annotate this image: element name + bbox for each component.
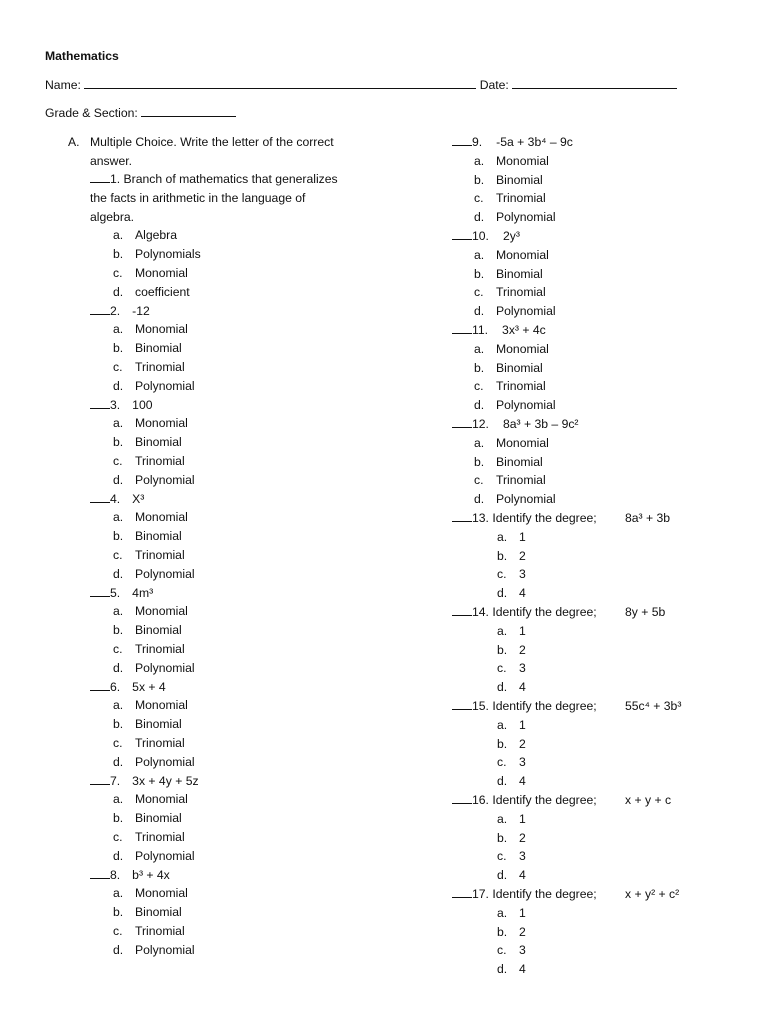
option-text: Algebra [135, 228, 178, 243]
option-text: coefficient [135, 284, 190, 299]
option-text: Trinomial [496, 285, 546, 300]
option-b [497, 923, 526, 942]
option-letter: d. [474, 210, 485, 225]
question-prompt: Identify the degree; [488, 793, 597, 807]
option-text: 4 [519, 586, 526, 601]
option-d [113, 847, 195, 866]
option-c [113, 452, 185, 471]
question-1-text-line-3: algebra. [90, 209, 135, 224]
answer-blank[interactable] [452, 133, 472, 146]
question-number: 10. [472, 229, 489, 243]
question-prompt: Identify the degree; [488, 511, 597, 525]
question-15-row [452, 697, 682, 716]
option-text: Monomial [135, 604, 188, 619]
option-text: 2 [519, 830, 526, 845]
answer-blank[interactable] [90, 866, 110, 879]
option-b [497, 829, 526, 848]
option-text: 2 [519, 924, 526, 939]
option-text: Monomial [135, 322, 188, 337]
answer-blank[interactable] [452, 885, 472, 898]
question-number: 8. [110, 867, 121, 882]
option-text: Trinomial [135, 642, 185, 656]
question-number: 12. [472, 417, 489, 431]
question-1-text-line-1: 1. Branch of mathematics that generalizes [110, 172, 338, 186]
option-letter: d. [113, 284, 124, 299]
option-letter: d. [113, 378, 124, 393]
answer-blank[interactable] [90, 302, 110, 315]
option-text: Monomial [135, 416, 188, 431]
answer-blank[interactable] [452, 697, 472, 710]
option-letter: b. [113, 623, 124, 638]
option-letter: c. [474, 191, 484, 206]
option-text: Trinomial [496, 473, 546, 488]
question-expression: 8a³ + 3b [625, 511, 671, 525]
option-a [474, 246, 549, 265]
option-letter: a. [113, 228, 124, 243]
option-letter: d. [497, 774, 508, 789]
option-c [113, 640, 185, 659]
option-letter: d. [113, 660, 124, 675]
option-c [113, 546, 185, 565]
option-letter: d. [474, 304, 485, 319]
option-letter: a. [113, 698, 124, 713]
question-number: 15. [472, 699, 489, 713]
option-c [497, 565, 526, 584]
option-letter: d. [497, 586, 508, 601]
option-a [113, 508, 188, 527]
option-d [497, 960, 526, 979]
option-c [113, 358, 185, 377]
option-b [497, 547, 526, 566]
question-number: 17. [472, 887, 489, 901]
option-text: Monomial [135, 510, 188, 525]
option-text: Binomial [496, 360, 543, 375]
option-a [474, 340, 549, 359]
option-b [497, 641, 526, 660]
option-letter: b. [474, 266, 485, 281]
question-10-row [452, 227, 520, 246]
option-letter: b. [113, 905, 124, 920]
option-letter: d. [113, 942, 124, 957]
option-letter: a. [113, 510, 124, 525]
option-text: Polynomial [135, 660, 195, 675]
option-a [113, 320, 188, 339]
option-letter: c. [474, 379, 484, 394]
option-letter: c. [113, 924, 123, 938]
option-letter: d. [497, 868, 508, 883]
question-5-row [90, 584, 153, 603]
question-line [90, 189, 305, 208]
option-text: Trinomial [496, 191, 546, 206]
question-16-row [452, 791, 672, 810]
option-text: 4 [519, 680, 526, 695]
question-3-row [90, 396, 153, 415]
option-text: Monomial [496, 247, 549, 262]
option-d [497, 678, 526, 697]
option-c [474, 189, 546, 208]
question-2-row [90, 302, 150, 321]
option-text: Binomial [496, 454, 543, 469]
answer-blank[interactable] [452, 415, 472, 428]
option-b [113, 621, 182, 640]
option-c [497, 753, 526, 772]
option-letter: a. [113, 886, 124, 901]
option-d [113, 471, 195, 490]
option-text: Polynomial [496, 210, 556, 225]
question-7-row [90, 772, 199, 791]
option-b [497, 735, 526, 754]
option-letter: a. [497, 623, 508, 638]
option-d [497, 772, 526, 791]
answer-blank[interactable] [90, 678, 110, 691]
option-letter: b. [497, 924, 508, 939]
option-text: Binomial [135, 905, 182, 920]
option-letter: b. [474, 360, 485, 375]
page-title: Mathematics [45, 49, 119, 63]
question-prompt: Identify the degree; [488, 605, 597, 619]
grade-field[interactable] [141, 104, 236, 117]
answer-blank[interactable] [90, 170, 110, 183]
option-d [113, 753, 195, 772]
question-number: 3. [110, 397, 121, 412]
option-letter: b. [113, 341, 124, 356]
option-letter: a. [113, 416, 124, 431]
question-expression: b³ + 4x [132, 867, 170, 882]
option-text: Polynomial [135, 848, 195, 863]
option-c [497, 847, 526, 866]
question-number: 7. [110, 773, 121, 788]
option-c [474, 377, 546, 396]
option-b [113, 245, 201, 264]
option-a [474, 434, 549, 453]
question-expression: 5x + 4 [132, 679, 166, 694]
option-c [497, 941, 526, 960]
question-number: 16. [472, 793, 489, 807]
question-expression: x + y² + c² [625, 887, 680, 901]
question-14-row [452, 603, 666, 622]
question-13-row [452, 509, 671, 528]
option-text: Polynomial [135, 378, 195, 393]
option-text: Trinomial [135, 548, 185, 562]
option-letter: a. [113, 604, 124, 619]
option-text: Binomial [135, 435, 182, 450]
question-expression: 4m³ [132, 585, 154, 600]
answer-blank[interactable] [452, 791, 472, 804]
option-text: Trinomial [135, 736, 185, 750]
option-text: Trinomial [135, 454, 185, 468]
option-text: 1 [519, 717, 526, 732]
option-letter: c. [497, 661, 507, 676]
option-letter: c. [113, 830, 123, 844]
option-letter: a. [497, 811, 508, 826]
option-letter: a. [497, 529, 508, 544]
option-letter: c. [113, 360, 123, 374]
question-expression: 55c⁴ + 3b³ [625, 699, 682, 713]
date-field[interactable] [512, 76, 677, 89]
option-text: Binomial [135, 811, 182, 826]
option-c [113, 922, 185, 941]
option-b [113, 809, 182, 828]
option-a [113, 226, 177, 245]
question-9-row [452, 133, 573, 152]
option-text: 1 [519, 811, 526, 826]
option-text: 3 [519, 567, 526, 582]
question-expression: 100 [132, 397, 153, 412]
option-letter: a. [474, 435, 485, 450]
option-text: Polynomial [135, 472, 195, 487]
instruction-line-2: answer. [90, 153, 133, 168]
question-expression: x + y + c [625, 793, 672, 807]
question-number: 11. [472, 323, 489, 337]
option-text: Binomial [135, 717, 182, 732]
option-d [474, 208, 556, 227]
option-letter: c. [474, 473, 484, 488]
question-1-text-line-2: the facts in arithmetic in the language of [90, 190, 306, 205]
option-d [474, 490, 556, 509]
option-letter: d. [113, 754, 124, 769]
option-a [113, 884, 188, 903]
option-text: Monomial [135, 886, 188, 901]
option-d [497, 866, 526, 885]
option-letter: b. [474, 172, 485, 187]
option-letter: d. [113, 848, 124, 863]
option-letter: b. [113, 435, 124, 450]
option-b [474, 171, 543, 190]
option-text: Monomial [135, 792, 188, 807]
option-text: 1 [519, 623, 526, 638]
name-field[interactable] [84, 76, 476, 89]
option-text: 2 [519, 642, 526, 657]
answer-blank[interactable] [452, 509, 472, 522]
option-letter: a. [474, 153, 485, 168]
option-a [113, 602, 188, 621]
option-letter: d. [497, 962, 508, 977]
question-line [90, 208, 134, 227]
question-prompt: Identify the degree; [488, 699, 597, 713]
option-a [474, 152, 549, 171]
option-letter: d. [497, 680, 508, 695]
option-d [113, 283, 190, 302]
grade-row [45, 104, 236, 122]
option-text: Polynomial [135, 754, 195, 769]
question-number: 14. [472, 605, 489, 619]
option-text: Binomial [135, 529, 182, 544]
answer-blank[interactable] [90, 772, 110, 785]
question-number: 9. [472, 135, 483, 149]
question-expression: -12 [132, 303, 150, 318]
option-text: 3 [519, 755, 526, 770]
option-letter: d. [113, 472, 124, 487]
option-text: 1 [519, 529, 526, 544]
option-text: Binomial [135, 623, 182, 638]
option-letter: c. [113, 642, 123, 656]
question-1-row [90, 170, 338, 189]
grade-label: Grade & Section: [45, 106, 138, 120]
option-d [474, 396, 556, 415]
question-expression: 8a³ + 3b – 9c² [502, 417, 579, 431]
option-letter: a. [497, 905, 508, 920]
option-letter: c. [113, 548, 123, 562]
question-17-row [452, 885, 680, 904]
option-text: Polynomial [496, 398, 556, 413]
option-letter: c. [497, 943, 507, 958]
option-text: Trinomial [496, 379, 546, 394]
question-expression: 3x³ + 4c [502, 323, 546, 337]
option-letter: c. [113, 736, 123, 750]
question-number: 5. [110, 585, 121, 600]
question-prompt: Identify the degree; [488, 887, 597, 901]
option-d [113, 377, 195, 396]
option-text: 2 [519, 548, 526, 563]
option-letter: c. [497, 567, 507, 582]
option-text: Polynomials [135, 247, 201, 262]
option-text: 2 [519, 736, 526, 751]
option-text: 3 [519, 661, 526, 676]
option-c [474, 283, 546, 302]
option-letter: c. [497, 849, 507, 864]
question-expression: -5a + 3b⁴ – 9c [496, 135, 573, 149]
option-a [497, 716, 526, 735]
option-text: 3 [519, 943, 526, 958]
option-b [113, 715, 182, 734]
option-text: Monomial [135, 698, 188, 713]
option-b [113, 339, 182, 358]
option-d [474, 302, 556, 321]
instruction-line-1: Multiple Choice. Write the letter of the correct [90, 135, 334, 149]
question-6-row [90, 678, 166, 697]
option-text: 4 [519, 868, 526, 883]
option-b [474, 453, 543, 472]
option-b [113, 903, 182, 922]
question-number: 4. [110, 491, 121, 506]
option-letter: a. [497, 717, 508, 732]
option-b [113, 527, 182, 546]
option-letter: c. [113, 454, 123, 468]
option-letter: a. [113, 792, 124, 807]
name-row [45, 76, 677, 94]
option-c [497, 659, 526, 678]
option-letter: c. [113, 266, 123, 280]
option-letter: b. [113, 247, 124, 262]
option-letter: d. [474, 398, 485, 413]
option-letter: d. [474, 492, 485, 507]
answer-blank[interactable] [90, 396, 110, 409]
option-text: 1 [519, 905, 526, 920]
question-8-row [90, 866, 170, 885]
answer-blank[interactable] [452, 321, 472, 334]
option-letter: b. [497, 548, 508, 563]
question-number: 2. [110, 303, 121, 318]
name-label: Name: [45, 78, 81, 92]
option-text: 4 [519, 774, 526, 789]
option-text: Binomial [496, 266, 543, 281]
option-d [113, 941, 195, 960]
option-text: Binomial [135, 341, 182, 356]
option-a [113, 790, 188, 809]
question-expression: X³ [132, 491, 145, 506]
option-letter: b. [113, 717, 124, 732]
option-text: 4 [519, 962, 526, 977]
answer-blank[interactable] [90, 584, 110, 597]
option-letter: b. [113, 529, 124, 544]
question-expression: 2y³ [502, 229, 520, 243]
option-letter: a. [474, 341, 485, 356]
option-text: Binomial [496, 172, 543, 187]
answer-blank[interactable] [452, 227, 472, 240]
option-a [497, 528, 526, 547]
option-letter: d. [113, 566, 124, 581]
option-d [113, 565, 195, 584]
option-letter: b. [474, 454, 485, 469]
question-12-row [452, 415, 579, 434]
option-c [113, 828, 185, 847]
option-letter: b. [497, 736, 508, 751]
option-text: Trinomial [135, 924, 185, 938]
option-c [113, 264, 188, 283]
option-text: Monomial [496, 341, 549, 356]
option-a [113, 414, 188, 433]
option-text: Trinomial [135, 360, 185, 374]
option-a [497, 810, 526, 829]
option-d [113, 659, 195, 678]
option-a [497, 904, 526, 923]
date-label: Date: [479, 78, 509, 92]
option-text: Polynomial [496, 492, 556, 507]
option-letter: c. [474, 285, 484, 300]
question-number: 6. [110, 679, 121, 694]
question-number: 13. [472, 511, 489, 525]
option-text: Monomial [496, 153, 549, 168]
option-text: 3 [519, 849, 526, 864]
option-text: Polynomial [496, 304, 556, 319]
option-c [113, 734, 185, 753]
option-letter: b. [497, 642, 508, 657]
question-11-row [452, 321, 546, 340]
option-letter: b. [113, 811, 124, 826]
question-4-row [90, 490, 144, 509]
option-a [497, 622, 526, 641]
answer-blank[interactable] [90, 490, 110, 503]
option-letter: a. [113, 322, 124, 337]
option-text: Polynomial [135, 566, 195, 581]
section-marker: A. [68, 135, 80, 149]
option-letter: a. [474, 247, 485, 262]
option-letter: b. [497, 830, 508, 845]
option-c [474, 471, 546, 490]
option-text: Trinomial [135, 830, 185, 844]
question-expression: 3x + 4y + 5z [132, 773, 199, 788]
option-letter: c. [497, 755, 507, 770]
option-b [474, 359, 543, 378]
question-expression: 8y + 5b [625, 605, 666, 619]
option-text: Monomial [496, 435, 549, 450]
option-a [113, 696, 188, 715]
answer-blank[interactable] [452, 603, 472, 616]
option-b [474, 265, 543, 284]
option-d [497, 584, 526, 603]
option-b [113, 433, 182, 452]
option-text: Polynomial [135, 942, 195, 957]
option-text: Monomial [135, 266, 188, 280]
